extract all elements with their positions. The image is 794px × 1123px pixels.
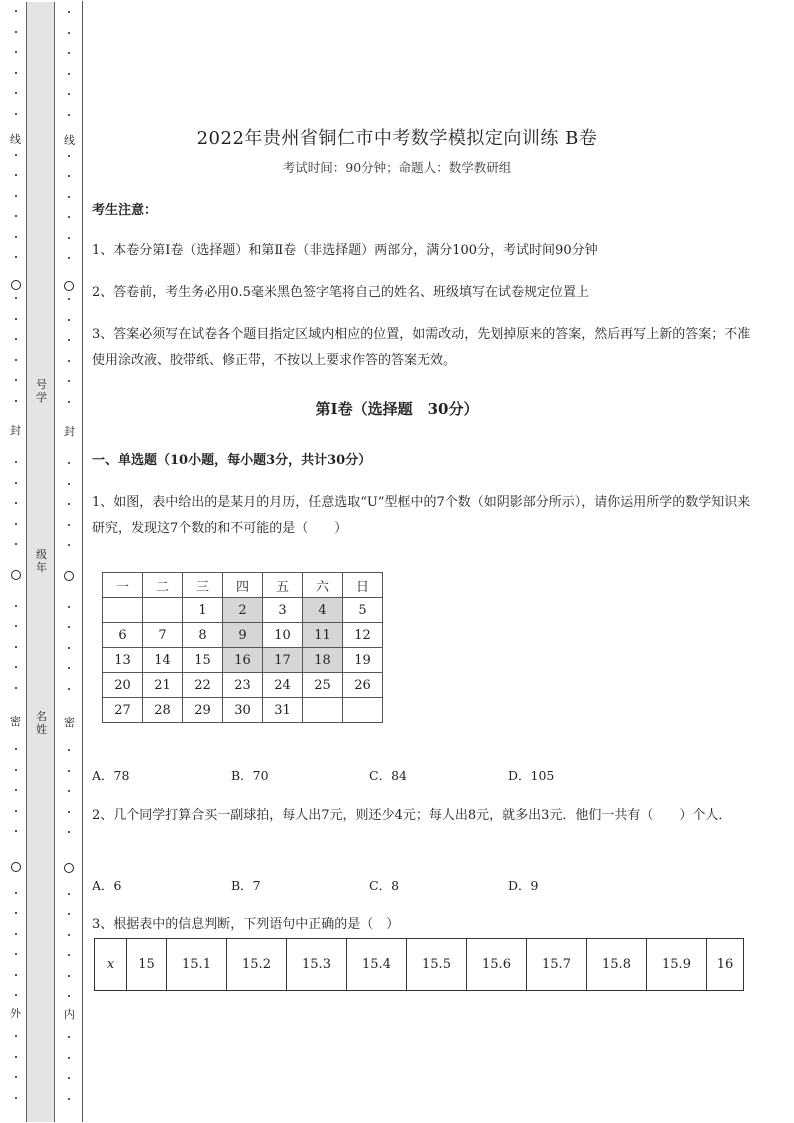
binding-dot bbox=[15, 994, 17, 996]
binding-dot bbox=[15, 1056, 17, 1058]
binding-dot bbox=[68, 503, 70, 505]
binding-dot bbox=[15, 933, 17, 935]
weekday-header: 一 bbox=[103, 573, 143, 598]
calendar-day-cell bbox=[103, 598, 143, 623]
calendar-day-cell: 4 bbox=[303, 598, 343, 623]
binding-dot bbox=[68, 52, 70, 54]
binding-dot bbox=[15, 810, 17, 812]
option-b[interactable]: B．7 bbox=[231, 878, 261, 893]
binding-dot bbox=[68, 647, 70, 649]
notice-item: 3、答案必须写在试卷各个题目指定区域内相应的位置，如需改动，先划掉原来的答案，然后再写上新的答案；不准使用涂改液、胶带纸、修正带，不按以上要求作答的答案无效。 bbox=[92, 327, 751, 368]
binding-dot bbox=[15, 625, 17, 627]
calendar-day-cell bbox=[303, 698, 343, 723]
binding-dot bbox=[15, 297, 17, 299]
value-row bbox=[95, 939, 744, 991]
binding-dot bbox=[15, 379, 17, 381]
calendar-day-cell: 2 bbox=[223, 598, 263, 623]
calendar-day-cell: 26 bbox=[343, 673, 383, 698]
binding-dot bbox=[68, 483, 70, 485]
calendar-day-cell: 23 bbox=[223, 673, 263, 698]
value-cell: 15.6 bbox=[467, 939, 527, 991]
binding-dot bbox=[15, 51, 17, 53]
weekday-header: 日 bbox=[343, 573, 383, 598]
weekday-header: 三 bbox=[183, 573, 223, 598]
binding-dot bbox=[15, 154, 17, 156]
binding-dot bbox=[68, 1036, 70, 1038]
calendar-day-cell: 28 bbox=[143, 698, 183, 723]
calendar-day-cell: 11 bbox=[303, 623, 343, 648]
calendar-day-cell: 30 bbox=[223, 698, 263, 723]
binding-mark: 线 bbox=[64, 134, 75, 147]
binding-dot bbox=[15, 113, 17, 115]
weekday-header: 二 bbox=[143, 573, 183, 598]
binding-dot bbox=[68, 667, 70, 669]
value-cell: 15.3 bbox=[287, 939, 347, 991]
calendar-day-cell: 10 bbox=[263, 623, 303, 648]
binding-circle-icon bbox=[11, 862, 21, 872]
binding-dot bbox=[15, 1035, 17, 1037]
binding-dot bbox=[15, 10, 17, 12]
binding-dot bbox=[68, 462, 70, 464]
binding-mark: 密 bbox=[64, 716, 75, 729]
value-cell: 16 bbox=[707, 939, 744, 991]
binding-dot bbox=[15, 748, 17, 750]
binding-dot bbox=[68, 216, 70, 218]
binding-mark: 密 bbox=[10, 715, 21, 728]
value-cell: 15.4 bbox=[347, 939, 407, 991]
binding-dot bbox=[68, 954, 70, 956]
calendar-day-cell: 8 bbox=[183, 623, 223, 648]
binding-mark: 外 bbox=[10, 1007, 21, 1020]
calendar-day-cell: 6 bbox=[103, 623, 143, 648]
calendar-week-row bbox=[103, 698, 383, 723]
binding-circle-icon bbox=[11, 570, 21, 580]
name-label: 名姓 bbox=[36, 710, 47, 736]
binding-mark: 封 bbox=[64, 425, 75, 438]
calendar-header-row bbox=[103, 573, 383, 598]
binding-dot bbox=[15, 789, 17, 791]
question-2-text: 2、几个同学打算合买一副球拍，每人出7元，则还少4元；每人出8元，就多出3元．他们一共有（ ）个人． bbox=[92, 808, 732, 823]
binding-dot bbox=[15, 769, 17, 771]
binding-circle-icon bbox=[64, 571, 74, 581]
value-table bbox=[94, 938, 744, 991]
binding-dot bbox=[15, 236, 17, 238]
binding-dot bbox=[68, 319, 70, 321]
binding-dot bbox=[68, 339, 70, 341]
binding-dot bbox=[15, 605, 17, 607]
option-d[interactable]: D．9 bbox=[508, 878, 539, 893]
binding-dot bbox=[68, 257, 70, 259]
binding-mark: 内 bbox=[64, 1008, 75, 1021]
binding-dot bbox=[15, 195, 17, 197]
value-cell: 15.9 bbox=[647, 939, 707, 991]
calendar-day-cell bbox=[143, 598, 183, 623]
notice-item: 1、本卷分第I卷（选择题）和第Ⅱ卷（非选择题）两部分，满分100分，考试时间90分钟 bbox=[92, 243, 598, 258]
calendar-day-cell: 22 bbox=[183, 673, 223, 698]
calendar-day-cell: 16 bbox=[223, 648, 263, 673]
variable-label: x bbox=[95, 939, 127, 991]
binding-dot bbox=[15, 523, 17, 525]
binding-dot bbox=[68, 606, 70, 608]
class-label: 级年 bbox=[36, 548, 47, 574]
binding-dot bbox=[68, 524, 70, 526]
calendar-day-cell: 12 bbox=[343, 623, 383, 648]
binding-circle-icon bbox=[11, 280, 21, 290]
calendar-day-cell: 20 bbox=[103, 673, 143, 698]
binding-dot bbox=[68, 114, 70, 116]
value-cell: 15.7 bbox=[527, 939, 587, 991]
binding-dot bbox=[68, 749, 70, 751]
binding-dot bbox=[15, 912, 17, 914]
exam-title: 2022年贵州省铜仁市中考数学模拟定向训练 B卷 bbox=[196, 128, 598, 149]
question-3-text: 3、根据表中的信息判断，下列语句中正确的是（ ） bbox=[92, 917, 400, 932]
value-cell: 15.5 bbox=[407, 939, 467, 991]
binding-dot bbox=[68, 790, 70, 792]
weekday-header: 五 bbox=[263, 573, 303, 598]
binding-dot bbox=[15, 338, 17, 340]
exam-subtitle: 考试时间：90分钟；命题人：数学教研组 bbox=[282, 160, 512, 175]
binding-dot bbox=[15, 830, 17, 832]
weekday-header: 四 bbox=[223, 573, 263, 598]
calendar-day-cell: 25 bbox=[303, 673, 343, 698]
binding-dot bbox=[68, 155, 70, 157]
binding-dot bbox=[68, 934, 70, 936]
binding-dot bbox=[68, 544, 70, 546]
binding-dot bbox=[68, 1077, 70, 1079]
binding-dot bbox=[15, 72, 17, 74]
option-b[interactable]: B．70 bbox=[231, 768, 269, 783]
binding-mark: 封 bbox=[10, 424, 21, 437]
binding-dot bbox=[68, 11, 70, 13]
binding-dot bbox=[15, 215, 17, 217]
binding-dot bbox=[68, 380, 70, 382]
binding-dot bbox=[68, 913, 70, 915]
binding-dot bbox=[68, 893, 70, 895]
binding-dot bbox=[68, 298, 70, 300]
binding-dot bbox=[15, 543, 17, 545]
value-cell: 15.1 bbox=[167, 939, 227, 991]
binding-dot bbox=[68, 995, 70, 997]
binding-dot bbox=[15, 92, 17, 94]
calendar-day-cell: 13 bbox=[103, 648, 143, 673]
calendar-table bbox=[102, 572, 383, 723]
binding-dot bbox=[15, 687, 17, 689]
binding-dot bbox=[68, 626, 70, 628]
calendar-day-cell: 24 bbox=[263, 673, 303, 698]
binding-dot bbox=[68, 975, 70, 977]
binding-dot bbox=[15, 256, 17, 258]
value-cell: 15.2 bbox=[227, 939, 287, 991]
binding-dot bbox=[15, 482, 17, 484]
binding-dot bbox=[15, 892, 17, 894]
binding-dot bbox=[15, 502, 17, 504]
option-a[interactable]: A．78 bbox=[92, 768, 130, 783]
calendar-day-cell: 15 bbox=[183, 648, 223, 673]
calendar-week-row bbox=[103, 648, 383, 673]
notice-item: 2、答卷前，考生务必用0.5毫米黑色签字笔将自己的姓名、班级填写在试卷规定位置上 bbox=[92, 285, 589, 300]
binding-dot bbox=[68, 1057, 70, 1059]
calendar-day-cell: 14 bbox=[143, 648, 183, 673]
calendar-day-cell: 1 bbox=[183, 598, 223, 623]
calendar-day-cell: 18 bbox=[303, 648, 343, 673]
binding-dot bbox=[68, 688, 70, 690]
binding-dot bbox=[68, 770, 70, 772]
student-number-label: 号学 bbox=[36, 378, 47, 404]
binding-dot bbox=[15, 318, 17, 320]
binding-dot bbox=[68, 811, 70, 813]
option-a[interactable]: A．6 bbox=[92, 878, 122, 893]
calendar-day-cell: 21 bbox=[143, 673, 183, 698]
calendar-day-cell: 31 bbox=[263, 698, 303, 723]
binding-dot bbox=[15, 974, 17, 976]
calendar-week-row bbox=[103, 623, 383, 648]
option-d[interactable]: D．105 bbox=[508, 768, 555, 783]
binding-circle-icon bbox=[64, 281, 74, 291]
binding-dot bbox=[15, 31, 17, 33]
section-title: 第I卷（选择题 30分） bbox=[315, 400, 479, 418]
binding-dot bbox=[15, 359, 17, 361]
binding-dot bbox=[15, 1076, 17, 1078]
calendar-day-cell: 19 bbox=[343, 648, 383, 673]
binding-dot bbox=[68, 32, 70, 34]
binding-mark: 线 bbox=[10, 133, 21, 146]
value-cell: 15.8 bbox=[587, 939, 647, 991]
calendar-day-cell: 9 bbox=[223, 623, 263, 648]
calendar-day-cell bbox=[343, 698, 383, 723]
binding-dot bbox=[68, 831, 70, 833]
calendar-week-row bbox=[103, 598, 383, 623]
calendar-day-cell: 3 bbox=[263, 598, 303, 623]
calendar-day-cell: 29 bbox=[183, 698, 223, 723]
binding-dot bbox=[68, 237, 70, 239]
binding-dot bbox=[15, 953, 17, 955]
weekday-header: 六 bbox=[303, 573, 343, 598]
binding-dot bbox=[68, 360, 70, 362]
binding-circle-icon bbox=[64, 863, 74, 873]
binding-dot bbox=[15, 666, 17, 668]
value-cell: 15 bbox=[127, 939, 167, 991]
question-1-text: 1、如图，表中给出的是某月的月历，任意选取“U”型框中的7个数（如阴影部分所示），请你运用所学的数学知识来研究，发现这7个数的和不可能的是（ ） bbox=[92, 495, 751, 536]
binding-dot bbox=[15, 646, 17, 648]
binding-dot bbox=[15, 461, 17, 463]
binding-dot bbox=[68, 93, 70, 95]
calendar-day-cell: 27 bbox=[103, 698, 143, 723]
calendar-day-cell: 7 bbox=[143, 623, 183, 648]
binding-dot bbox=[68, 1098, 70, 1100]
notice-heading: 考生注意： bbox=[92, 203, 158, 218]
option-c[interactable]: C．8 bbox=[369, 878, 400, 893]
calendar-day-cell: 5 bbox=[343, 598, 383, 623]
calendar-day-cell: 17 bbox=[263, 648, 303, 673]
binding-dot bbox=[68, 196, 70, 198]
option-c[interactable]: C．84 bbox=[369, 768, 407, 783]
part-heading: 一、单选题（10小题，每小题3分，共计30分） bbox=[92, 453, 372, 468]
binding-dot bbox=[15, 1097, 17, 1099]
binding-dot bbox=[68, 73, 70, 75]
calendar-week-row bbox=[103, 673, 383, 698]
